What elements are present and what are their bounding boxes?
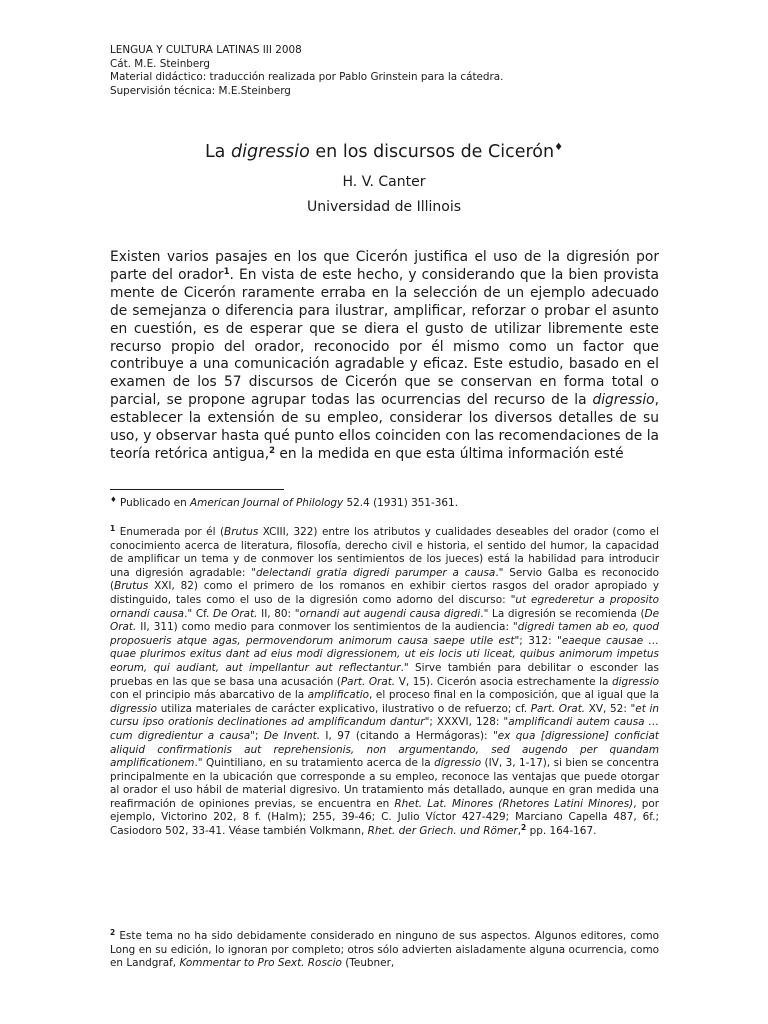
article-author: H. V. Canter bbox=[342, 174, 426, 190]
header-chair-line: Cát. M.E. Steinberg bbox=[110, 57, 210, 70]
footnote-ref-1: 1 bbox=[223, 266, 230, 277]
article-affiliation: Universidad de Illinois bbox=[306, 199, 462, 215]
article-title: La digressio en los discursos de Cicerón♦ bbox=[204, 142, 564, 162]
body-paragraph: Existen varios pasajes en los que Cicerón justifica el uso de la digresión por parte del orador$^1$. En vista de este hecho, y considerando que la bien provista mente de Cicerón raramente erraba en la selección de un ejemplo adecuado de semejanza o diferencia para ilustrar, amplificar, reforzar o probar el asunto en cuestión, es de esperar que se diera el gusto de utilizar libremente este recurso propio del orador, reconocido por él mismo como un factor que contribuye a una comunicación agradable y eficaz. Este estudio, basado en el examen de los 57 discursos de Cicerón que se conservan en forma total o parcial, se propone agrupar todas las ocurrencias del recurso de la digressio, establecer la extensión de su empleo, considerar los diversos detalles de su uso, y observar hasta qué punto ellos coinciden con las recomendaciones de la teoría retórica antigua,$^2$ en la medida en que esta última información esté bbox=[110, 249, 659, 462]
footnote-1: $^1$ Enumerada por él (Brutus XCIII, 322) entre los atributos y cualidades deseables del orador (como el conocimiento acerca de literatura, filosofía, derecho civil e historia, el sentido del humor, la capacidad de amplificar un tema y de conmover los sentimientos de los jueces) está la habilidad para introducir una digresión agradable: "delectandi gratia digredi parumper a causa." Servio Galba es reconocido (Brutus XXI, 82) como el primero de los romanos en exhibir ciertos rasgos del orador apropiado y distinguido, tales como el uso de la digresión como adorno del discurso: "ut egrederetur a proposito ornandi causa." Cf. De Orat. II, 80: "ornandi aut augendi causa digredi." La digresión se recomienda (De Orat. II, 311) como medio para conmover los sentimientos de la audiencia: "digredi tamen ab eo, quod proposueris atque agas, permovendorum animorum causa saepe utile est"; 312: "eaeque causae … quae plurimos exitus dant ad eius modi digressionem, ut eis locis uti liceat, quibus animorum impetus eorum, qui audiant, aut impellantur aut reflectantur." Sirve también para debilitar o esconder las pruebas en las que se basa una acusación (Part. Orat. V, 15). Cicerón asocia estrechamente la digressio con el principio más abarcativo de la amplificatio, el proceso final en la composición, que al igual que la digressio utiliza materiales de carácter explicativo, ilustrativo o de refuerzo; cf. Part. Orat. XV, 52: "et in cursu ipso orationis declinationes ad amplificandum dantur"; XXXVI, 128: "amplificandi autem causa … cum digredientur a causa"; De Invent. I, 97 (citando a Hermágoras): "ex qua [digressione] conficiat aliquid confirmationis aut reprehensionis, non argumentando, sed augendo per quandam amplificationem." Quintiliano, en su tratamiento acerca de la digressio (IV, 3, 1-17), si bien se concentra principalmente en la ubicación que corresponde a su empleo, reconoce las ventajas que puede otorgar al orador el uso hábil de material digresivo. Un tratamiento más detallado, aunque en gran medida una reafirmación de opiniones previas, se encuentra en Rhet. Lat. Minores (Rhetores Latini Minores), por ejemplo, Victorino 202, 8 f. (Halm); 255, 39-46; C. Julio Víctor 427-429; Marciano Capella 487, 6f.; Casiodoro 502, 33-41. Véase también Volkmann, Rhet. der Griech. und Römer,$^2$ pp. 164-167. bbox=[110, 524, 660, 838]
header-material-line: Material didáctico: traducción realizada por Pablo Grinstein para la cátedra. bbox=[110, 71, 504, 83]
course-header bbox=[110, 44, 503, 98]
footnote-publication: ♦ Publicado en American Journal of Philology 52.4 (1931) 351-361. bbox=[110, 495, 459, 509]
footnote-number: 1 bbox=[110, 524, 116, 533]
footnote-mark-diamond: ♦ bbox=[554, 142, 564, 153]
header-supervision-line: Supervisión técnica: M.E.Steinberg bbox=[110, 84, 291, 97]
footnote-number: 2 bbox=[110, 928, 116, 937]
footnote-2: $^2$ Este tema no ha sido debidamente considerado en ninguno de sus aspectos. Algunos editores, como Long en su edición, lo ignoran por completo; otros sólo advierten aisladamente alguna ocurrencia, como en Landgraf, Kommentar to Pro Sext. Roscio (Teubner, bbox=[110, 928, 659, 970]
footnote-ref-2: 2 bbox=[269, 445, 276, 456]
header-course-line: LENGUA Y CULTURA LATINAS III 2008 bbox=[110, 44, 302, 56]
footnote-divider bbox=[110, 489, 284, 490]
